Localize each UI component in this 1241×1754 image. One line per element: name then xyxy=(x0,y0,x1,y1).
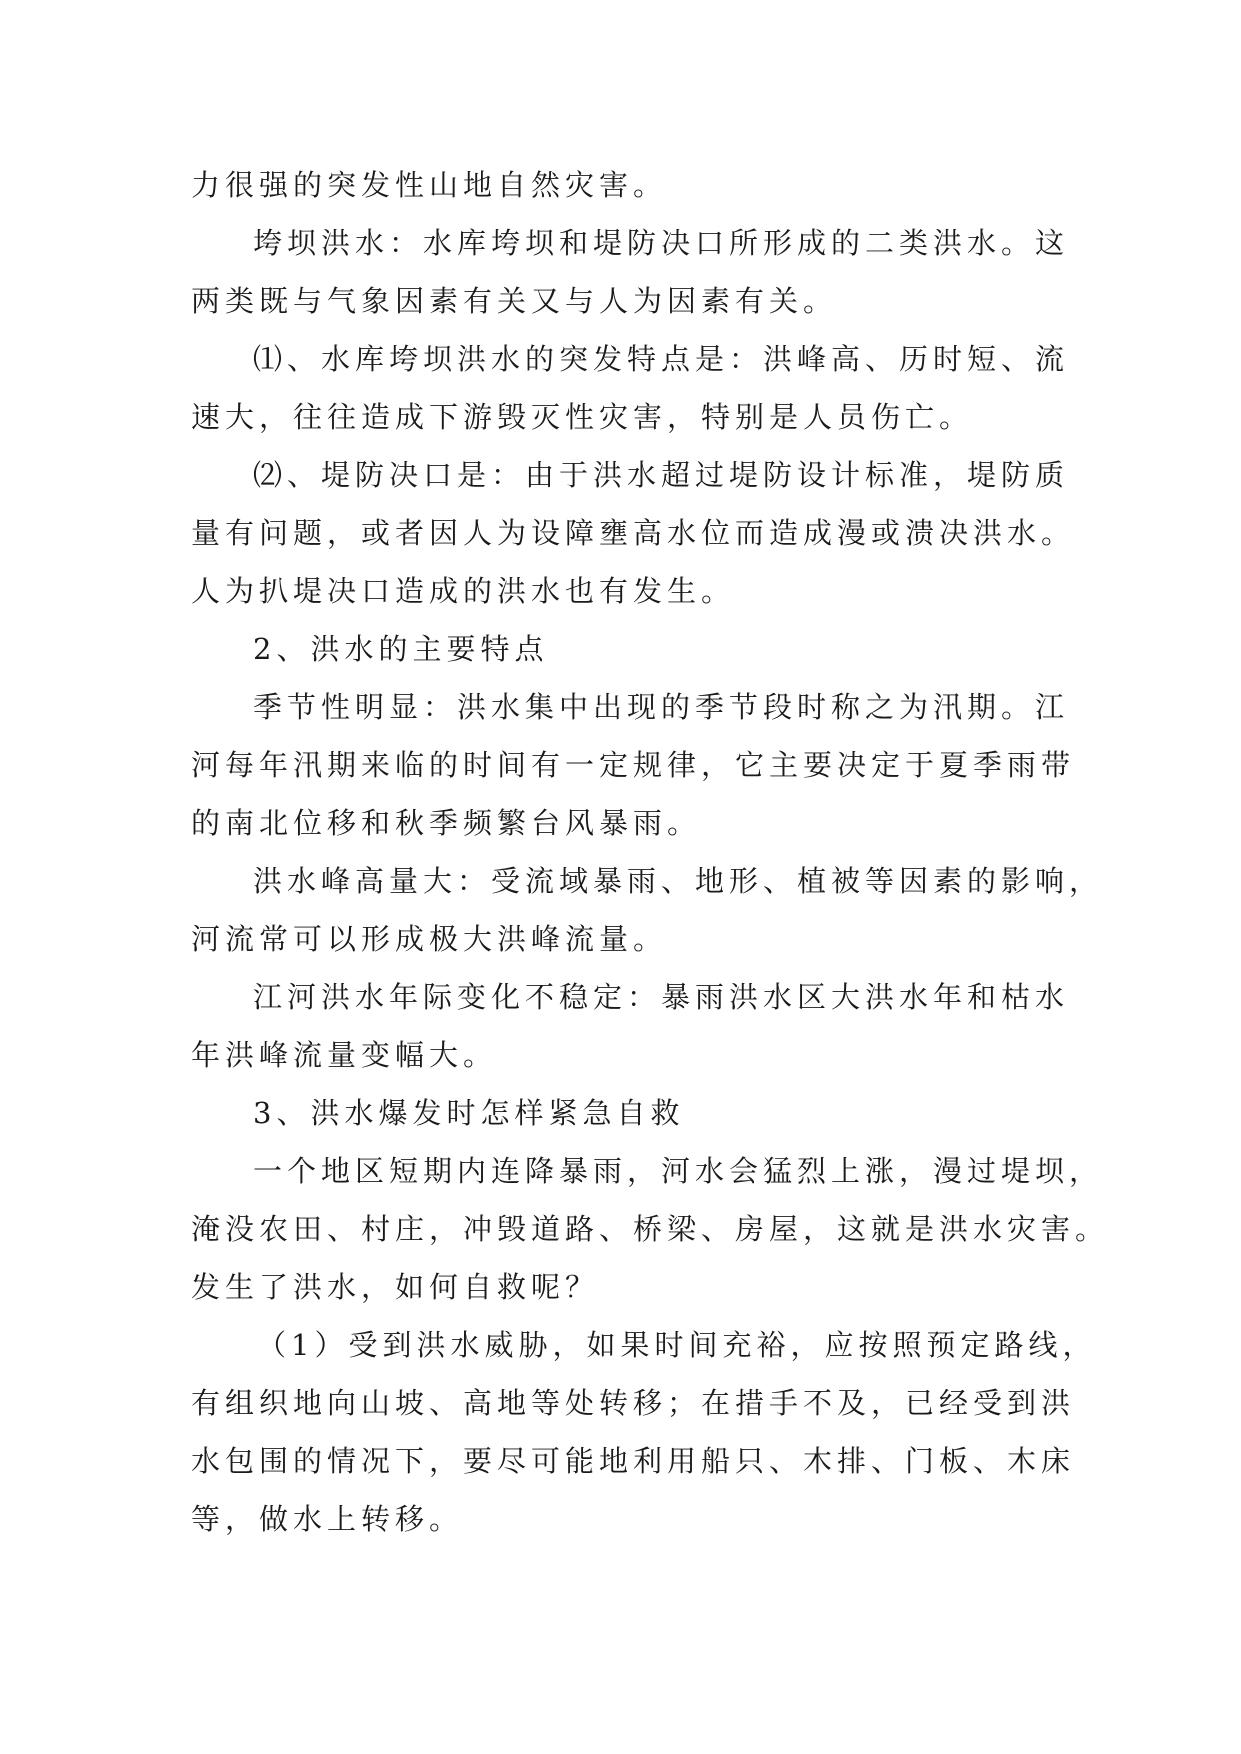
text-line: 速大，往往造成下游毁灭性灾害，特别是人员伤亡。 xyxy=(191,400,974,434)
text-line: 季节性明显：洪水集中出现的季节段时称之为汛期。江 xyxy=(253,690,1070,724)
text-line: ⑵、堤防决口是：由于洪水超过堤防设计标准，堤防质 xyxy=(253,458,1070,492)
text-line: 等，做水上转移。 xyxy=(191,1502,464,1536)
text-line: 两类既与气象因素有关又与人为因素有关。 xyxy=(191,284,838,318)
text-line: 量有问题，或者因人为设障壅高水位而造成漫或溃决洪水。 xyxy=(191,516,1076,550)
document-body xyxy=(191,156,1110,1548)
text-line: （1）受到洪水威胁，如果时间充裕，应按照预定路线， xyxy=(257,1328,1097,1362)
text-line: 河流常可以形成极大洪峰流量。 xyxy=(191,922,668,956)
section-heading: 3、洪水爆发时怎样紧急自救 xyxy=(253,1096,685,1130)
text-line: 一个地区短期内连降暴雨，河水会猛烈上涨，漫过堤坝， xyxy=(253,1154,1104,1188)
text-line: 水包围的情况下，要尽可能地利用船只、木排、门板、木床 xyxy=(191,1444,1076,1478)
text-line: 河每年汛期来临的时间有一定规律，它主要决定于夏季雨带 xyxy=(191,748,1076,782)
text-line: 人为扒堤决口造成的洪水也有发生。 xyxy=(191,574,736,608)
text-line: 发生了洪水，如何自救呢？ xyxy=(191,1270,600,1304)
text-line: ⑴、水库垮坝洪水的突发特点是：洪峰高、历时短、流 xyxy=(253,342,1070,376)
text-line: 江河洪水年际变化不稳定：暴雨洪水区大洪水年和枯水 xyxy=(253,980,1070,1014)
text-line: 的南北位移和秋季频繁台风暴雨。 xyxy=(191,806,702,840)
text-line: 洪水峰高量大：受流域暴雨、地形、植被等因素的影响， xyxy=(253,864,1104,898)
text-line: 年洪峰流量变幅大。 xyxy=(191,1038,498,1072)
text-line: 垮坝洪水：水库垮坝和堤防决口所形成的二类洪水。这 xyxy=(253,226,1070,260)
text-line: 淹没农田、村庄，冲毁道路、桥梁、房屋，这就是洪水灾害。 xyxy=(191,1212,1110,1246)
text-line: 有组织地向山坡、高地等处转移；在措手不及，已经受到洪 xyxy=(191,1386,1076,1420)
section-heading: 2、洪水的主要特点 xyxy=(253,632,549,666)
text-line: 力很强的突发性山地自然灾害。 xyxy=(191,168,668,202)
